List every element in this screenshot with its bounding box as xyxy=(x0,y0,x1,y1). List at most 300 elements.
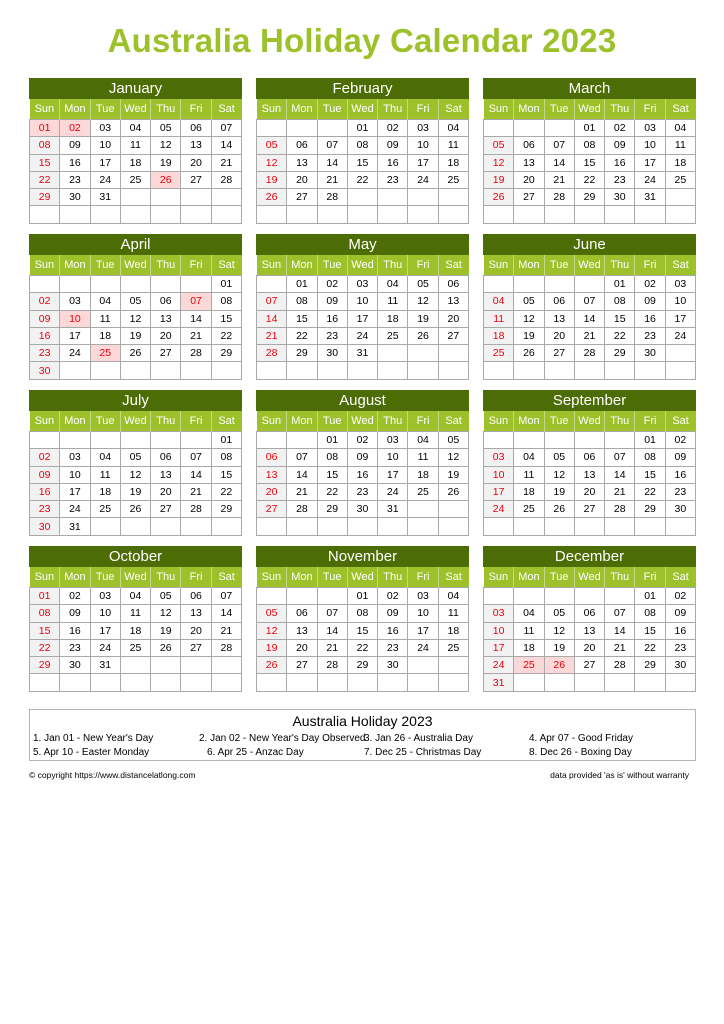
legend-item: 1. Jan 01 - New Year's Day xyxy=(33,733,154,744)
page-title: Australia Holiday Calendar 2023 xyxy=(107,22,617,59)
weekday-header: Sat xyxy=(211,255,241,276)
day-cell: 17 xyxy=(90,622,120,639)
empty-cell xyxy=(378,674,408,691)
day-cell: 17 xyxy=(408,622,438,639)
day-cell: 22 xyxy=(347,171,377,188)
day-cell: 14 xyxy=(287,466,317,483)
weekday-header: Thu xyxy=(605,255,635,276)
empty-cell xyxy=(257,362,287,379)
day-cell: 09 xyxy=(378,605,408,622)
empty-cell xyxy=(665,206,695,223)
empty-cell xyxy=(574,276,604,293)
day-cell: 30 xyxy=(635,345,665,362)
day-cell: 12 xyxy=(151,137,181,154)
day-cell: 25 xyxy=(90,501,120,518)
empty-cell xyxy=(257,518,287,535)
day-cell: 15 xyxy=(574,154,604,171)
month-title: January xyxy=(29,78,242,99)
day-cell: 30 xyxy=(665,501,695,518)
day-cell: 14 xyxy=(317,622,347,639)
empty-cell xyxy=(90,206,120,223)
weekday-header: Sat xyxy=(211,411,241,432)
day-cell: 26 xyxy=(544,501,574,518)
day-cell: 30 xyxy=(665,657,695,674)
day-cell: 28 xyxy=(317,189,347,206)
empty-cell xyxy=(544,120,574,137)
day-cell: 13 xyxy=(287,622,317,639)
day-cell: 04 xyxy=(90,293,120,310)
day-cell: 24 xyxy=(408,639,438,656)
day-cell: 18 xyxy=(438,154,468,171)
empty-cell xyxy=(378,189,408,206)
weekday-header: Mon xyxy=(514,99,544,120)
empty-cell xyxy=(484,518,514,535)
day-cell: 31 xyxy=(635,189,665,206)
weekday-header: Fri xyxy=(408,567,438,588)
month-may xyxy=(256,234,469,380)
day-cell: 02 xyxy=(635,276,665,293)
day-cell: 13 xyxy=(151,310,181,327)
weekday-header: Fri xyxy=(181,99,211,120)
copyright-text: © copyright https://www.distancelatlong.com xyxy=(29,770,196,780)
day-cell: 07 xyxy=(211,588,241,605)
empty-cell xyxy=(574,362,604,379)
weekday-header: Mon xyxy=(287,255,317,276)
day-cell: 08 xyxy=(30,137,60,154)
day-cell: 18 xyxy=(438,622,468,639)
empty-cell xyxy=(574,674,604,691)
day-cell: 11 xyxy=(484,310,514,327)
day-cell: 16 xyxy=(317,310,347,327)
disclaimer-text: data provided 'as is' without warranty xyxy=(550,770,689,780)
day-cell: 13 xyxy=(181,137,211,154)
day-cell: 11 xyxy=(90,310,120,327)
day-cell: 06 xyxy=(574,605,604,622)
empty-cell xyxy=(211,674,241,691)
legend-title: Australia Holiday 2023 xyxy=(292,713,433,729)
day-cell: 05 xyxy=(484,137,514,154)
day-cell: 31 xyxy=(347,345,377,362)
weekday-header: Sun xyxy=(484,255,514,276)
month-august xyxy=(256,390,469,536)
day-cell: 24 xyxy=(60,345,90,362)
day-cell: 10 xyxy=(665,293,695,310)
day-cell: 12 xyxy=(438,449,468,466)
day-cell: 12 xyxy=(484,154,514,171)
day-cell: 29 xyxy=(635,501,665,518)
weekday-header: Tue xyxy=(317,255,347,276)
day-cell: 27 xyxy=(574,657,604,674)
empty-cell xyxy=(665,674,695,691)
empty-cell xyxy=(408,674,438,691)
day-cell: 23 xyxy=(665,639,695,656)
day-cell: 18 xyxy=(514,483,544,500)
day-cell: 24 xyxy=(665,327,695,344)
day-cell: 23 xyxy=(60,639,90,656)
day-cell: 04 xyxy=(378,276,408,293)
day-cell: 08 xyxy=(574,137,604,154)
weekday-header: Wed xyxy=(347,411,377,432)
day-cell: 01 xyxy=(317,432,347,449)
day-cell: 17 xyxy=(60,327,90,344)
day-cell: 16 xyxy=(665,466,695,483)
day-cell: 10 xyxy=(484,622,514,639)
day-cell: 05 xyxy=(544,449,574,466)
weekday-header: Wed xyxy=(574,255,604,276)
weekday-header: Fri xyxy=(635,411,665,432)
day-cell: 11 xyxy=(120,137,150,154)
legend-item: 6. Apr 25 - Anzac Day xyxy=(207,747,304,758)
empty-cell xyxy=(635,362,665,379)
day-cell: 22 xyxy=(347,639,377,656)
day-cell: 07 xyxy=(317,605,347,622)
day-cell: 12 xyxy=(257,622,287,639)
empty-cell xyxy=(514,362,544,379)
day-cell: 10 xyxy=(90,605,120,622)
day-cell: 09 xyxy=(665,605,695,622)
day-cell: 06 xyxy=(287,137,317,154)
day-cell: 03 xyxy=(665,276,695,293)
weekday-header: Sat xyxy=(665,567,695,588)
month-title: April xyxy=(29,234,242,255)
day-cell: 09 xyxy=(378,137,408,154)
day-cell: 05 xyxy=(257,605,287,622)
weekday-header: Mon xyxy=(287,99,317,120)
day-cell: 20 xyxy=(574,639,604,656)
month-june xyxy=(483,234,696,380)
holiday-day-cell: 25 xyxy=(90,345,120,362)
day-cell: 08 xyxy=(30,605,60,622)
day-cell: 11 xyxy=(378,293,408,310)
weekday-header: Thu xyxy=(151,567,181,588)
day-cell: 17 xyxy=(484,483,514,500)
weekday-header: Sun xyxy=(257,567,287,588)
weekday-header: Tue xyxy=(317,411,347,432)
empty-cell xyxy=(544,276,574,293)
empty-cell xyxy=(408,657,438,674)
weekday-header: Fri xyxy=(408,255,438,276)
day-cell: 26 xyxy=(257,657,287,674)
month-title: November xyxy=(256,546,469,567)
empty-cell xyxy=(60,362,90,379)
day-cell: 13 xyxy=(151,466,181,483)
day-cell: 18 xyxy=(484,327,514,344)
day-cell: 10 xyxy=(484,466,514,483)
day-cell: 30 xyxy=(60,189,90,206)
day-cell: 26 xyxy=(120,345,150,362)
empty-cell xyxy=(514,432,544,449)
day-cell: 15 xyxy=(347,154,377,171)
day-cell: 21 xyxy=(211,622,241,639)
day-cell: 25 xyxy=(438,171,468,188)
day-cell: 09 xyxy=(60,137,90,154)
weekday-header: Tue xyxy=(544,255,574,276)
empty-cell xyxy=(635,206,665,223)
weekday-header: Tue xyxy=(90,567,120,588)
day-cell: 29 xyxy=(574,189,604,206)
day-cell: 17 xyxy=(60,483,90,500)
day-cell: 16 xyxy=(378,622,408,639)
day-cell: 18 xyxy=(514,639,544,656)
day-cell: 21 xyxy=(574,327,604,344)
day-cell: 04 xyxy=(484,293,514,310)
day-cell: 14 xyxy=(257,310,287,327)
empty-cell xyxy=(438,518,468,535)
weekday-header: Fri xyxy=(181,255,211,276)
holiday-day-cell: 07 xyxy=(181,293,211,310)
day-cell: 27 xyxy=(151,345,181,362)
day-cell: 22 xyxy=(30,171,60,188)
empty-cell xyxy=(181,674,211,691)
empty-cell xyxy=(120,189,150,206)
empty-cell xyxy=(317,206,347,223)
empty-cell xyxy=(408,189,438,206)
legend-item: 8. Dec 26 - Boxing Day xyxy=(529,747,632,758)
day-cell: 21 xyxy=(181,327,211,344)
day-cell: 05 xyxy=(438,432,468,449)
empty-cell xyxy=(438,362,468,379)
empty-cell xyxy=(574,588,604,605)
empty-cell xyxy=(90,518,120,535)
day-cell: 25 xyxy=(484,345,514,362)
day-cell: 13 xyxy=(257,466,287,483)
month-september xyxy=(483,390,696,536)
day-cell: 14 xyxy=(211,137,241,154)
weekday-header: Tue xyxy=(90,411,120,432)
day-cell: 23 xyxy=(378,639,408,656)
day-cell: 07 xyxy=(211,120,241,137)
day-cell: 19 xyxy=(120,327,150,344)
day-cell: 28 xyxy=(574,345,604,362)
day-cell: 03 xyxy=(378,432,408,449)
day-cell: 31 xyxy=(378,501,408,518)
empty-cell xyxy=(257,276,287,293)
day-cell: 03 xyxy=(90,588,120,605)
day-cell: 08 xyxy=(605,293,635,310)
empty-cell xyxy=(151,189,181,206)
holiday-day-cell: 10 xyxy=(60,310,90,327)
empty-cell xyxy=(347,206,377,223)
day-cell: 06 xyxy=(257,449,287,466)
day-cell: 05 xyxy=(514,293,544,310)
empty-cell xyxy=(30,206,60,223)
empty-cell xyxy=(605,432,635,449)
day-cell: 16 xyxy=(30,327,60,344)
weekday-header: Sat xyxy=(438,255,468,276)
day-cell: 04 xyxy=(120,588,150,605)
day-cell: 27 xyxy=(181,171,211,188)
month-title: December xyxy=(483,546,696,567)
empty-cell xyxy=(514,518,544,535)
weekday-header: Fri xyxy=(635,99,665,120)
day-cell: 01 xyxy=(347,120,377,137)
day-cell: 23 xyxy=(30,501,60,518)
empty-cell xyxy=(151,674,181,691)
day-cell: 27 xyxy=(181,639,211,656)
day-cell: 07 xyxy=(181,449,211,466)
day-cell: 11 xyxy=(514,622,544,639)
day-cell: 02 xyxy=(605,120,635,137)
empty-cell xyxy=(544,588,574,605)
day-cell: 22 xyxy=(635,639,665,656)
empty-cell xyxy=(438,674,468,691)
day-cell: 20 xyxy=(257,483,287,500)
empty-cell xyxy=(120,657,150,674)
empty-cell xyxy=(317,588,347,605)
day-cell: 20 xyxy=(438,310,468,327)
day-cell: 06 xyxy=(181,588,211,605)
day-cell: 26 xyxy=(438,483,468,500)
day-cell: 29 xyxy=(347,657,377,674)
month-november xyxy=(256,546,469,692)
weekday-header: Thu xyxy=(151,411,181,432)
day-cell: 23 xyxy=(317,327,347,344)
day-cell: 15 xyxy=(317,466,347,483)
day-cell: 11 xyxy=(120,605,150,622)
empty-cell xyxy=(484,120,514,137)
weekday-header: Fri xyxy=(408,411,438,432)
empty-cell xyxy=(211,206,241,223)
day-cell: 03 xyxy=(90,120,120,137)
day-cell: 25 xyxy=(514,501,544,518)
holiday-day-cell: 26 xyxy=(544,657,574,674)
weekday-header: Tue xyxy=(317,99,347,120)
day-cell: 28 xyxy=(287,501,317,518)
holiday-legend xyxy=(29,709,696,761)
day-cell: 08 xyxy=(317,449,347,466)
day-cell: 10 xyxy=(378,449,408,466)
empty-cell xyxy=(90,362,120,379)
weekday-header: Fri xyxy=(635,567,665,588)
day-cell: 24 xyxy=(90,171,120,188)
day-cell: 13 xyxy=(574,466,604,483)
weekday-header: Thu xyxy=(378,255,408,276)
empty-cell xyxy=(120,518,150,535)
month-title: June xyxy=(483,234,696,255)
day-cell: 24 xyxy=(408,171,438,188)
day-cell: 21 xyxy=(181,483,211,500)
empty-cell xyxy=(120,276,150,293)
empty-cell xyxy=(257,206,287,223)
day-cell: 09 xyxy=(605,137,635,154)
weekday-header: Wed xyxy=(120,255,150,276)
weekday-header: Wed xyxy=(574,567,604,588)
day-cell: 05 xyxy=(544,605,574,622)
day-cell: 15 xyxy=(30,622,60,639)
empty-cell xyxy=(181,189,211,206)
day-cell: 24 xyxy=(635,171,665,188)
day-cell: 12 xyxy=(120,310,150,327)
day-cell: 17 xyxy=(484,639,514,656)
empty-cell xyxy=(181,518,211,535)
empty-cell xyxy=(484,432,514,449)
day-cell: 21 xyxy=(287,483,317,500)
weekday-header: Thu xyxy=(605,567,635,588)
day-cell: 25 xyxy=(665,171,695,188)
day-cell: 06 xyxy=(181,120,211,137)
day-cell: 05 xyxy=(120,449,150,466)
empty-cell xyxy=(438,206,468,223)
day-cell: 30 xyxy=(30,518,60,535)
day-cell: 27 xyxy=(514,189,544,206)
empty-cell xyxy=(120,432,150,449)
day-cell: 15 xyxy=(605,310,635,327)
empty-cell xyxy=(635,518,665,535)
day-cell: 04 xyxy=(514,449,544,466)
day-cell: 11 xyxy=(438,605,468,622)
empty-cell xyxy=(378,518,408,535)
day-cell: 30 xyxy=(347,501,377,518)
day-cell: 01 xyxy=(347,588,377,605)
day-cell: 15 xyxy=(30,154,60,171)
day-cell: 01 xyxy=(574,120,604,137)
day-cell: 12 xyxy=(514,310,544,327)
day-cell: 03 xyxy=(347,276,377,293)
empty-cell xyxy=(287,588,317,605)
day-cell: 01 xyxy=(635,588,665,605)
day-cell: 01 xyxy=(211,432,241,449)
day-cell: 31 xyxy=(90,189,120,206)
day-cell: 02 xyxy=(665,432,695,449)
month-january xyxy=(29,78,242,224)
day-cell: 12 xyxy=(151,605,181,622)
month-title: February xyxy=(256,78,469,99)
empty-cell xyxy=(181,276,211,293)
month-october xyxy=(29,546,242,692)
day-cell: 04 xyxy=(438,588,468,605)
weekday-header: Sun xyxy=(30,255,60,276)
empty-cell xyxy=(60,432,90,449)
day-cell: 30 xyxy=(378,657,408,674)
holiday-day-cell: 26 xyxy=(151,171,181,188)
empty-cell xyxy=(257,674,287,691)
day-cell: 20 xyxy=(287,639,317,656)
holiday-day-cell: 25 xyxy=(514,657,544,674)
day-cell: 17 xyxy=(378,466,408,483)
day-cell: 06 xyxy=(151,449,181,466)
empty-cell xyxy=(211,189,241,206)
day-cell: 04 xyxy=(438,120,468,137)
weekday-header: Wed xyxy=(347,567,377,588)
day-cell: 25 xyxy=(120,171,150,188)
empty-cell xyxy=(181,206,211,223)
day-cell: 18 xyxy=(665,154,695,171)
day-cell: 08 xyxy=(211,293,241,310)
day-cell: 14 xyxy=(211,605,241,622)
day-cell: 16 xyxy=(60,622,90,639)
empty-cell xyxy=(30,432,60,449)
empty-cell xyxy=(211,657,241,674)
weekday-header: Wed xyxy=(574,99,604,120)
day-cell: 07 xyxy=(574,293,604,310)
empty-cell xyxy=(151,518,181,535)
day-cell: 28 xyxy=(605,501,635,518)
day-cell: 10 xyxy=(90,137,120,154)
day-cell: 20 xyxy=(544,327,574,344)
day-cell: 06 xyxy=(287,605,317,622)
day-cell: 24 xyxy=(347,327,377,344)
day-cell: 08 xyxy=(347,605,377,622)
day-cell: 29 xyxy=(30,189,60,206)
day-cell: 15 xyxy=(287,310,317,327)
day-cell: 23 xyxy=(347,483,377,500)
weekday-header: Thu xyxy=(378,567,408,588)
day-cell: 29 xyxy=(211,501,241,518)
day-cell: 13 xyxy=(544,310,574,327)
empty-cell xyxy=(287,362,317,379)
empty-cell xyxy=(257,120,287,137)
day-cell: 29 xyxy=(211,345,241,362)
